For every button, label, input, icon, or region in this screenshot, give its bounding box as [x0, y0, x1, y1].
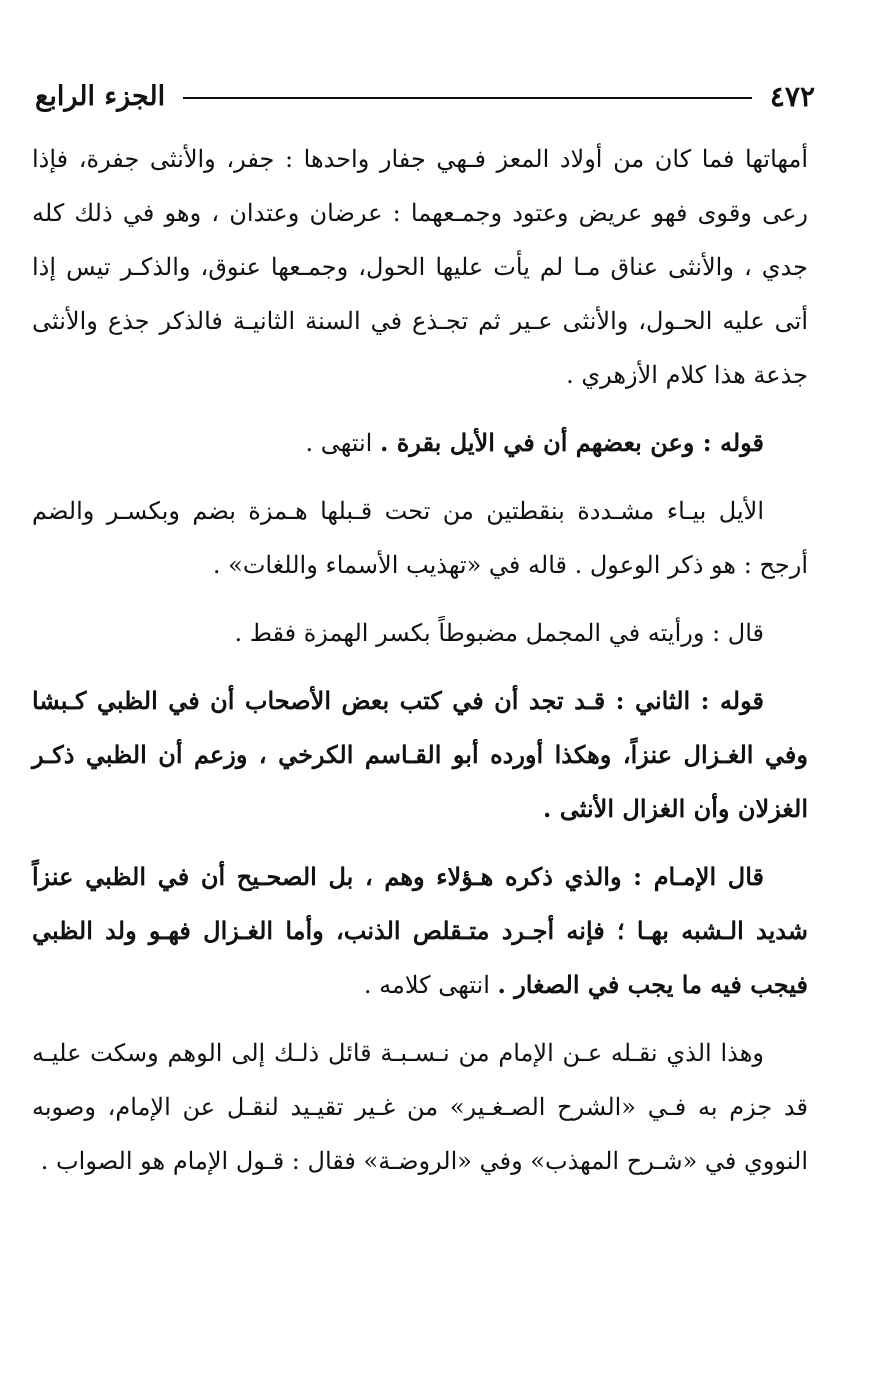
- quoted-text: قال الإمـام : والذي ذكره هـؤلاء وهم ، بل الصحـيح أن في الظبي عنزاً شديد الـشبه بهـا ؛ فإنه أجـرد متـقلص الذنب، وأما الغـزال فهـو ولد الظبي فيجب فيه ما يجب في الصغار .: [32, 862, 808, 999]
- commentary-text: انتهى كلامه .: [363, 971, 498, 999]
- page-header: [35, 76, 815, 116]
- page-body: [32, 132, 808, 1188]
- paragraph-5: قوله : الثاني : قـد تجد أن في كتب بعض الأصحاب أن في الظبي كـبشا وفي الغـزال عنزاً، وهكذا أورده أبو القـاسم الكرخي ، وزعم أن الظبي ذكـر الغزلان وأن الغزال الأنثى .: [32, 686, 808, 823]
- running-title: الجزء الرابع: [35, 80, 166, 112]
- quoted-text: قوله : وعن بعضهم أن في الأيل بقرة .: [379, 428, 764, 457]
- header-rule: [183, 97, 752, 99]
- paragraph-7: وهذا الذي نقـله عـن الإمام من نـسـبـة قائل ذلـك إلى الوهم وسكت عليـه قد جزم به فـي «الشرح الصـغـير» من غـير تقيـيد لنقـل عن الإمام، وصوبه النووي في «شـرح المهذب» وفي «الروضـة» فقال : قـول الإمام هو الصواب .: [32, 1039, 808, 1175]
- paragraph-2: [32, 416, 808, 470]
- paragraph-6: [32, 850, 808, 1012]
- paragraph-1: أمهاتها فما كان من أولاد المعز فـهي جفار واحدها : جفر، والأنثى جفرة، فإذا رعى وقوى فهو عريض وعتود وجمـعهما : عرضان وعتدان ، وهو في ذلك كله جدي ، والأنثى عناق مـا لم يأت عليها الحول، وجمـعها عنوق، والذكـر تيس إذا أتى عليه الحـول، والأنثى عـير ثم تجـذع في السنة الثانيـة فالذكر جذع والأنثى جذعة هذا كلام الأزهري .: [32, 145, 809, 389]
- paragraph-3: الأيل بيـاء مشـددة بنقطتين من تحت قـبلها هـمزة بضم وبكسـر والضم أرجح : هو ذكر الوعول . قاله في «تهذيب الأسماء واللغات» .: [32, 497, 808, 579]
- paragraph-4: قال : ورأيته في المجمل مضبوطاً بكسر الهمزة فقط .: [234, 619, 764, 647]
- commentary-text: انتهى .: [305, 429, 380, 457]
- page-number: ٤٧٢: [769, 79, 815, 113]
